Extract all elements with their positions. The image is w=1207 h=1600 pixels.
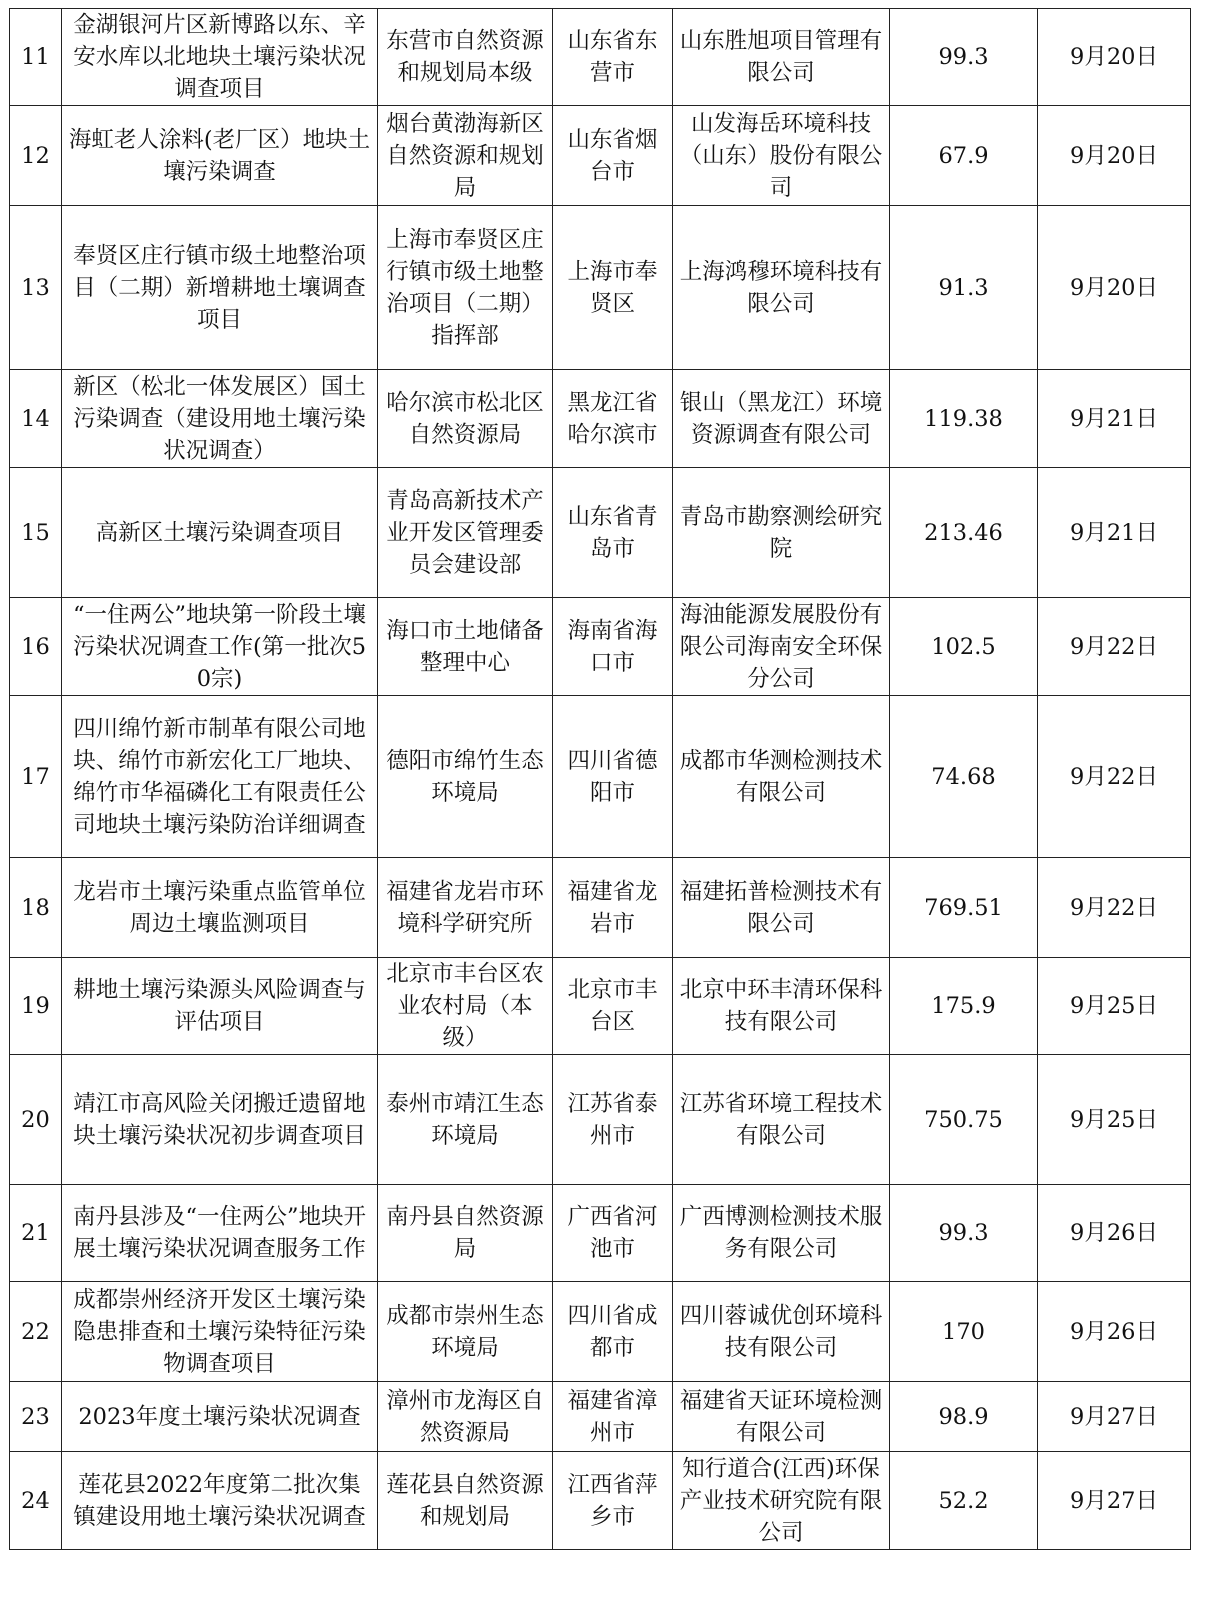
project-name: 耕地土壤污染源头风险调查与评估项目 bbox=[62, 958, 378, 1055]
region: 四川省成都市 bbox=[553, 1282, 673, 1382]
winning-company: 成都市华测检测技术有限公司 bbox=[673, 696, 890, 858]
purchaser: 莲花县自然资源和规划局 bbox=[378, 1452, 553, 1550]
purchaser: 青岛高新技术产业开发区管理委员会建设部 bbox=[378, 468, 553, 598]
table-row bbox=[10, 1282, 1191, 1382]
region: 广西省河池市 bbox=[553, 1185, 673, 1282]
purchaser: 成都市崇州生态环境局 bbox=[378, 1282, 553, 1382]
row-number: 16 bbox=[10, 598, 62, 696]
row-number: 20 bbox=[10, 1055, 62, 1185]
purchaser: 福建省龙岩市环境科学研究所 bbox=[378, 858, 553, 958]
amount: 769.51 bbox=[890, 858, 1038, 958]
row-number: 12 bbox=[10, 106, 62, 206]
purchaser: 北京市丰台区农业农村局（本级） bbox=[378, 958, 553, 1055]
region: 黑龙江省哈尔滨市 bbox=[553, 370, 673, 468]
amount: 99.3 bbox=[890, 1185, 1038, 1282]
project-name: 奉贤区庄行镇市级土地整治项目（二期）新增耕地土壤调查项目 bbox=[62, 206, 378, 370]
row-number: 24 bbox=[10, 1452, 62, 1550]
purchaser: 泰州市靖江生态环境局 bbox=[378, 1055, 553, 1185]
purchaser: 南丹县自然资源局 bbox=[378, 1185, 553, 1282]
purchaser: 哈尔滨市松北区自然资源局 bbox=[378, 370, 553, 468]
project-name: 成都崇州经济开发区土壤污染隐患排查和土壤污染特征污染物调查项目 bbox=[62, 1282, 378, 1382]
region: 山东省东营市 bbox=[553, 9, 673, 106]
amount: 750.75 bbox=[890, 1055, 1038, 1185]
winning-company: 银山（黑龙江）环境资源调查有限公司 bbox=[673, 370, 890, 468]
region: 北京市丰台区 bbox=[553, 958, 673, 1055]
table-row bbox=[10, 858, 1191, 958]
project-name: 高新区土壤污染调查项目 bbox=[62, 468, 378, 598]
row-number: 17 bbox=[10, 696, 62, 858]
row-number: 15 bbox=[10, 468, 62, 598]
date: 9月21日 bbox=[1038, 468, 1191, 598]
date: 9月26日 bbox=[1038, 1282, 1191, 1382]
amount: 213.46 bbox=[890, 468, 1038, 598]
winning-company: 知行道合(江西)环保产业技术研究院有限公司 bbox=[673, 1452, 890, 1550]
row-number: 13 bbox=[10, 206, 62, 370]
date: 9月20日 bbox=[1038, 106, 1191, 206]
table-row bbox=[10, 206, 1191, 370]
table-row bbox=[10, 468, 1191, 598]
amount: 119.38 bbox=[890, 370, 1038, 468]
date: 9月26日 bbox=[1038, 1185, 1191, 1282]
date: 9月21日 bbox=[1038, 370, 1191, 468]
project-name: 四川绵竹新市制革有限公司地块、绵竹市新宏化工厂地块、绵竹市华福磷化工有限责任公司地块土壤污染防治详细调查 bbox=[62, 696, 378, 858]
purchaser: 漳州市龙海区自然资源局 bbox=[378, 1382, 553, 1452]
winning-company: 山发海岳环境科技（山东）股份有限公司 bbox=[673, 106, 890, 206]
winning-company: 上海鸿穆环境科技有限公司 bbox=[673, 206, 890, 370]
table-row bbox=[10, 958, 1191, 1055]
amount: 102.5 bbox=[890, 598, 1038, 696]
project-name: 南丹县涉及“一住两公”地块开展土壤污染状况调查服务工作 bbox=[62, 1185, 378, 1282]
table-row bbox=[10, 9, 1191, 106]
winning-company: 海油能源发展股份有限公司海南安全环保分公司 bbox=[673, 598, 890, 696]
date: 9月22日 bbox=[1038, 858, 1191, 958]
region: 山东省烟台市 bbox=[553, 106, 673, 206]
amount: 98.9 bbox=[890, 1382, 1038, 1452]
table-row bbox=[10, 1055, 1191, 1185]
date: 9月22日 bbox=[1038, 696, 1191, 858]
region: 四川省德阳市 bbox=[553, 696, 673, 858]
project-name: 新区（松北一体发展区）国土污染调查（建设用地土壤污染状况调查） bbox=[62, 370, 378, 468]
amount: 52.2 bbox=[890, 1452, 1038, 1550]
row-number: 14 bbox=[10, 370, 62, 468]
winning-company: 广西博测检测技术服务有限公司 bbox=[673, 1185, 890, 1282]
winning-company: 北京中环丰清环保科技有限公司 bbox=[673, 958, 890, 1055]
date: 9月25日 bbox=[1038, 958, 1191, 1055]
region: 江西省萍乡市 bbox=[553, 1452, 673, 1550]
table-row bbox=[10, 696, 1191, 858]
winning-company: 四川蓉诚优创环境科技有限公司 bbox=[673, 1282, 890, 1382]
project-name: 莲花县2022年度第二批次集镇建设用地土壤污染状况调查 bbox=[62, 1452, 378, 1550]
table-row bbox=[10, 598, 1191, 696]
date: 9月20日 bbox=[1038, 9, 1191, 106]
project-name: 海虹老人涂料(老厂区）地块土壤污染调查 bbox=[62, 106, 378, 206]
table-row bbox=[10, 370, 1191, 468]
amount: 67.9 bbox=[890, 106, 1038, 206]
date: 9月27日 bbox=[1038, 1382, 1191, 1452]
purchaser: 上海市奉贤区庄行镇市级土地整治项目（二期）指挥部 bbox=[378, 206, 553, 370]
region: 海南省海口市 bbox=[553, 598, 673, 696]
project-name: 金湖银河片区新博路以东、辛安水库以北地块土壤污染状况调查项目 bbox=[62, 9, 378, 106]
region: 福建省漳州市 bbox=[553, 1382, 673, 1452]
purchaser: 海口市土地储备整理中心 bbox=[378, 598, 553, 696]
purchaser: 德阳市绵竹生态环境局 bbox=[378, 696, 553, 858]
purchaser: 烟台黄渤海新区自然资源和规划局 bbox=[378, 106, 553, 206]
winning-company: 江苏省环境工程技术有限公司 bbox=[673, 1055, 890, 1185]
amount: 99.3 bbox=[890, 9, 1038, 106]
date: 9月20日 bbox=[1038, 206, 1191, 370]
table-row bbox=[10, 1382, 1191, 1452]
row-number: 21 bbox=[10, 1185, 62, 1282]
region: 福建省龙岩市 bbox=[553, 858, 673, 958]
date: 9月22日 bbox=[1038, 598, 1191, 696]
winning-company: 福建省天证环境检测有限公司 bbox=[673, 1382, 890, 1452]
date: 9月25日 bbox=[1038, 1055, 1191, 1185]
table-row bbox=[10, 1185, 1191, 1282]
amount: 74.68 bbox=[890, 696, 1038, 858]
region: 江苏省泰州市 bbox=[553, 1055, 673, 1185]
amount: 175.9 bbox=[890, 958, 1038, 1055]
region: 上海市奉贤区 bbox=[553, 206, 673, 370]
row-number: 22 bbox=[10, 1282, 62, 1382]
date: 9月27日 bbox=[1038, 1452, 1191, 1550]
table-row bbox=[10, 106, 1191, 206]
row-number: 19 bbox=[10, 958, 62, 1055]
project-name: “一住两公”地块第一阶段土壤污染状况调查工作(第一批次50宗) bbox=[62, 598, 378, 696]
row-number: 18 bbox=[10, 858, 62, 958]
project-name: 靖江市高风险关闭搬迁遗留地块土壤污染状况初步调查项目 bbox=[62, 1055, 378, 1185]
project-name: 2023年度土壤污染状况调查 bbox=[62, 1382, 378, 1452]
purchaser: 东营市自然资源和规划局本级 bbox=[378, 9, 553, 106]
winning-company: 山东胜旭项目管理有限公司 bbox=[673, 9, 890, 106]
amount: 91.3 bbox=[890, 206, 1038, 370]
amount: 170 bbox=[890, 1282, 1038, 1382]
region: 山东省青岛市 bbox=[553, 468, 673, 598]
winning-company: 福建拓普检测技术有限公司 bbox=[673, 858, 890, 958]
winning-company: 青岛市勘察测绘研究院 bbox=[673, 468, 890, 598]
row-number: 23 bbox=[10, 1382, 62, 1452]
bid-results-table bbox=[9, 8, 1191, 1550]
table-row bbox=[10, 1452, 1191, 1550]
row-number: 11 bbox=[10, 9, 62, 106]
project-name: 龙岩市土壤污染重点监管单位周边土壤监测项目 bbox=[62, 858, 378, 958]
